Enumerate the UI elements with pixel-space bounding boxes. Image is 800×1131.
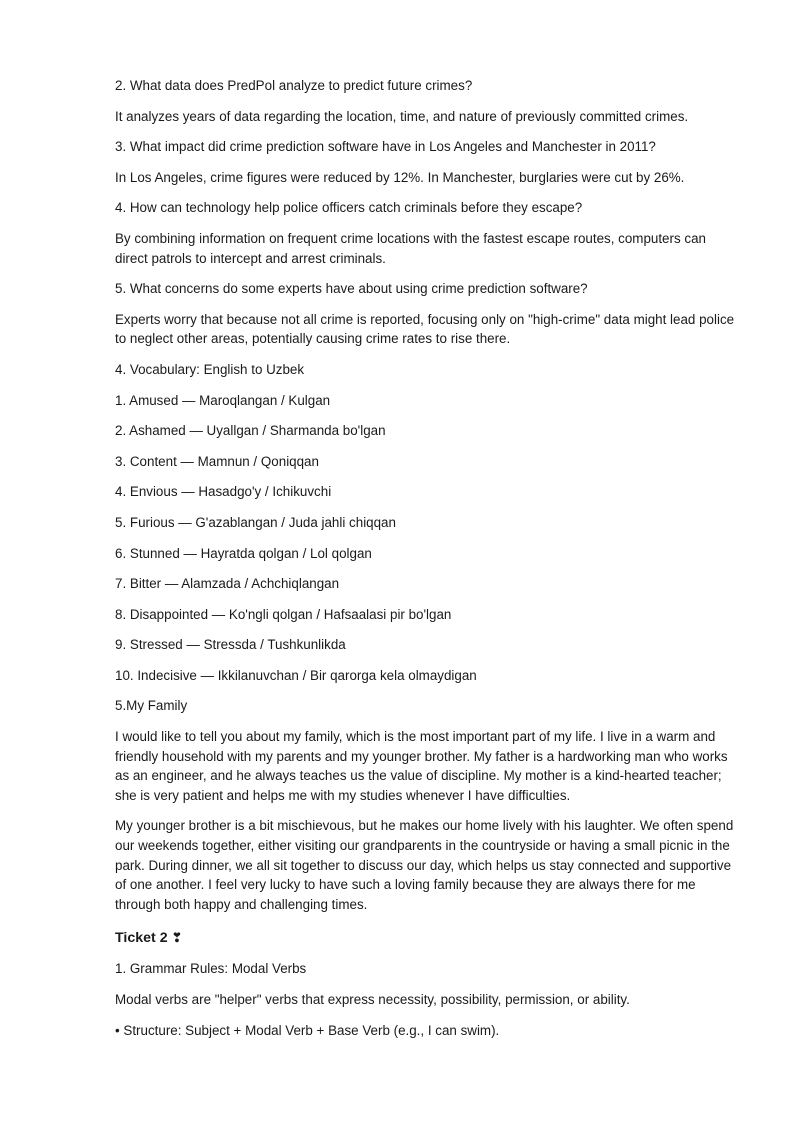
question-3: 3. What impact did crime prediction software have in Los Angeles and Manchester in 2011? — [115, 139, 656, 155]
answer-3: In Los Angeles, crime figures were reduced by 12%. In Manchester, burglaries were cut by 26%. — [115, 169, 685, 185]
vocabulary-item: 1. Amused — Maroqlangan / Kulgan — [115, 392, 331, 408]
ticket-title: Ticket 2 — [115, 930, 168, 947]
answer-4: By combining information on frequent crime locations with the fastest escape routes, computers can direct patrols to intercept and arrest criminals. — [115, 230, 706, 266]
family-paragraph: My younger brother is a bit mischievous, but he makes our home lively with his laughter. We often spend our weekends together, either visiting our grandparents in the countryside or having a small picnic in the park. During dinner, we all sit together to discuss our day, which helps us stay connected and supportive of one another. I feel very lucky to have such a loving family because they are always there for me through both happy and challenging times. — [115, 818, 734, 912]
document-page — [115, 76, 740, 1051]
answer-5: Experts worry that because not all crime is reported, focusing only on "high-crime" data might lead police to neglect other areas, potentially causing crime rates to rise there. — [115, 311, 735, 347]
vocabulary-item: 4. Envious — Hasadgo'y / Ichikuvchi — [115, 484, 332, 500]
question-5: 5. What concerns do some experts have about using crime prediction software? — [115, 281, 588, 297]
vocabulary-item: 6. Stunned — Hayratda qolgan / Lol qolgan — [115, 545, 372, 561]
heart-icon: ❣ — [171, 930, 183, 946]
vocabulary-item: 2. Ashamed — Uyallgan / Sharmanda bo'lgan — [115, 423, 386, 439]
question-2: 2. What data does PredPol analyze to predict future crimes? — [115, 78, 473, 93]
question-4: 4. How can technology help police officers catch criminals before they escape? — [115, 200, 583, 216]
family-heading: 5.My Family — [115, 698, 188, 714]
vocabulary-item: 10. Indecisive — Ikkilanuvchan / Bir qarorga kela olmaydigan — [115, 667, 477, 683]
grammar-text: Modal verbs are "helper" verbs that express necessity, possibility, permission, or ability. — [115, 992, 630, 1007]
vocabulary-heading: 4. Vocabulary: English to Uzbek — [115, 361, 305, 377]
ticket-heading — [115, 928, 740, 948]
vocabulary-item: 5. Furious — G'azablangan / Juda jahli chiqqan — [115, 514, 396, 530]
vocabulary-item: 9. Stressed — Stressda / Tushkunlikda — [115, 637, 346, 653]
grammar-structure: • Structure: Subject + Modal Verb + Base Verb (e.g., I can swim). — [115, 1022, 500, 1038]
vocabulary-item: 3. Content — Mamnun / Qoniqqan — [115, 453, 319, 469]
grammar-heading: 1. Grammar Rules: Modal Verbs — [115, 961, 307, 977]
family-paragraph: I would like to tell you about my family, which is the most important part of my life. I live in a warm and friendly household with my parents and my younger brother. My father is a hardworking man who works as an engineer, and he always teaches us the value of discipline. My mother is a kind-hearted teacher; she is very patient and helps me with my studies whenever I have difficulties. — [115, 729, 728, 803]
vocabulary-item: 8. Disappointed — Ko'ngli qolgan / Hafsaalasi pir bo'lgan — [115, 606, 452, 622]
answer-2: It analyzes years of data regarding the location, time, and nature of previously committed crimes. — [115, 108, 689, 124]
vocabulary-item: 7. Bitter — Alamzada / Achchiqlangan — [115, 576, 340, 592]
